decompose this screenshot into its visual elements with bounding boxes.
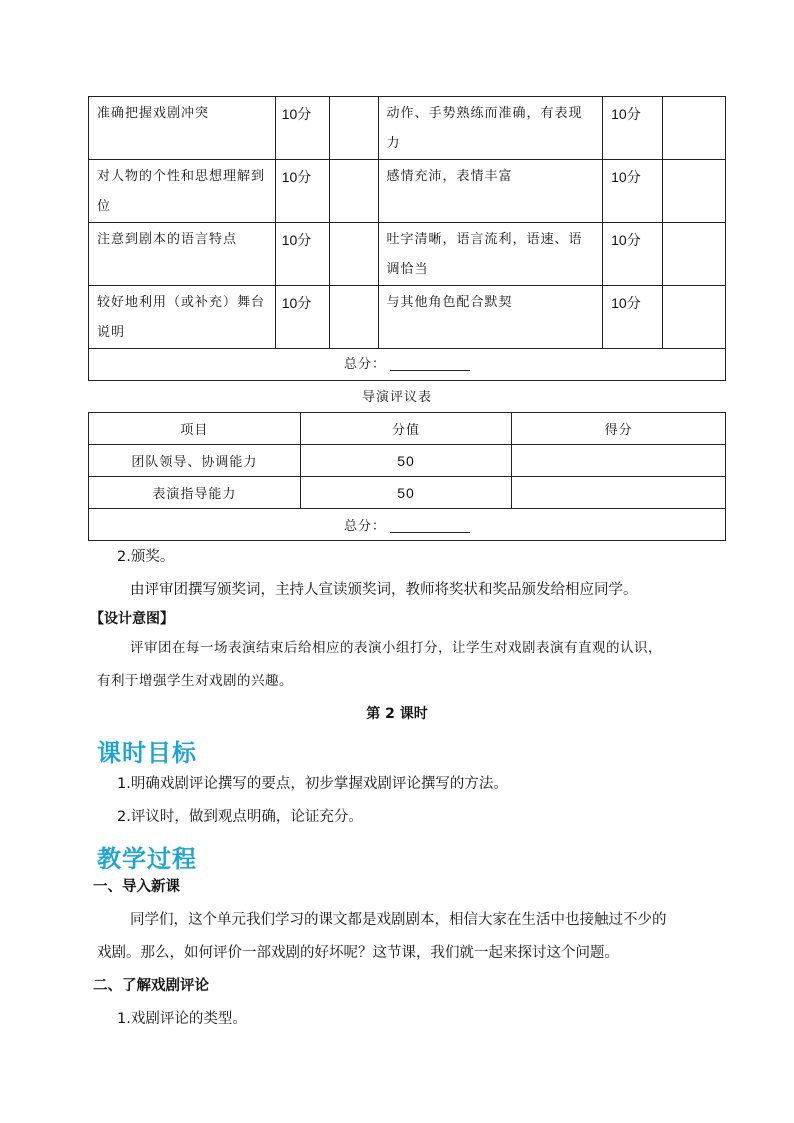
score-cell: 10分 — [603, 160, 663, 223]
process-heading: 教学过程 — [97, 845, 197, 873]
intro-text-2: 戏剧。那么，如何评价一部戏剧的好坏呢？这节课，我们就一起来探讨这个问题。 — [97, 945, 619, 961]
table-row — [89, 445, 726, 477]
header-item: 项目 — [89, 413, 301, 445]
score-cell: 10分 — [275, 286, 329, 349]
table-header-row — [89, 413, 726, 445]
empty-cell — [663, 286, 726, 349]
score-cell: 10分 — [275, 97, 329, 160]
header-score: 得分 — [512, 413, 726, 445]
criterion-cell: 动作、手势熟练而准确，有表现力 — [378, 97, 603, 160]
goal-1: 1.明确戏剧评论撰写的要点，初步掌握戏剧评论撰写的方法。 — [117, 776, 508, 792]
score-table — [88, 96, 726, 381]
total-cell — [89, 349, 726, 381]
score-cell: 10分 — [603, 223, 663, 286]
empty-cell — [329, 286, 378, 349]
empty-cell — [663, 97, 726, 160]
design-intent-text-1: 评审团在每一场表演结束后给相应的表演小组打分，让学生对戏剧表演有直观的认识， — [130, 640, 662, 656]
director-table — [88, 412, 726, 541]
empty-cell — [329, 223, 378, 286]
goal-2: 2.评议时，做到观点明确，论证充分。 — [117, 809, 363, 825]
header-value: 分值 — [300, 413, 512, 445]
total-label: 总分： — [343, 356, 386, 372]
criterion-cell: 与其他角色配合默契 — [378, 286, 603, 349]
lesson-title: 第 2 课时 — [366, 706, 428, 722]
item-cell: 表演指导能力 — [89, 477, 301, 509]
award-text: 由评审团撰写颁奖词，主持人宣读颁奖词，教师将奖状和奖品颁发给相应同学。 — [130, 582, 638, 598]
total-row — [89, 349, 726, 381]
score-cell: 10分 — [603, 97, 663, 160]
empty-cell — [329, 160, 378, 223]
score-cell — [512, 477, 726, 509]
empty-cell — [329, 97, 378, 160]
section-understand: 二、了解戏剧评论 — [93, 978, 209, 994]
criterion-cell: 准确把握戏剧冲突 — [89, 97, 276, 160]
score-cell: 10分 — [275, 223, 329, 286]
award-step: 2.颁奖。 — [117, 549, 175, 565]
criterion-cell: 较好地利用（或补充）舞台说明 — [89, 286, 276, 349]
table-row — [89, 97, 726, 160]
goals-heading: 课时目标 — [97, 739, 197, 767]
design-intent-title: 【设计意图】 — [90, 611, 174, 627]
total-blank — [390, 358, 470, 371]
table-row — [89, 477, 726, 509]
total-label: 总分： — [343, 519, 386, 534]
score-cell: 10分 — [275, 160, 329, 223]
criterion-cell: 对人物的个性和思想理解到位 — [89, 160, 276, 223]
total-blank — [390, 520, 470, 533]
table-row — [89, 286, 726, 349]
value-cell: 50 — [300, 477, 512, 509]
item-cell: 团队领导、协调能力 — [89, 445, 301, 477]
types-text: 1.戏剧评论的类型。 — [117, 1011, 247, 1027]
value-cell: 50 — [300, 445, 512, 477]
empty-cell — [663, 223, 726, 286]
total-row — [89, 509, 726, 541]
score-cell — [512, 445, 726, 477]
design-intent-text-2: 有利于增强学生对戏剧的兴趣。 — [97, 673, 293, 689]
section-import: 一、导入新课 — [93, 879, 180, 895]
director-table-title: 导演评议表 — [361, 390, 432, 405]
score-cell: 10分 — [603, 286, 663, 349]
criterion-cell: 感情充沛，表情丰富 — [378, 160, 603, 223]
criterion-cell: 注意到剧本的语言特点 — [89, 223, 276, 286]
empty-cell — [663, 160, 726, 223]
total-cell — [89, 509, 726, 541]
criterion-cell: 吐字清晰，语言流利，语速、语调恰当 — [378, 223, 603, 286]
intro-text-1: 同学们，这个单元我们学习的课文都是戏剧剧本，相信大家在生活中也接触过不少的 — [130, 912, 667, 928]
table-row — [89, 160, 726, 223]
table-row — [89, 223, 726, 286]
